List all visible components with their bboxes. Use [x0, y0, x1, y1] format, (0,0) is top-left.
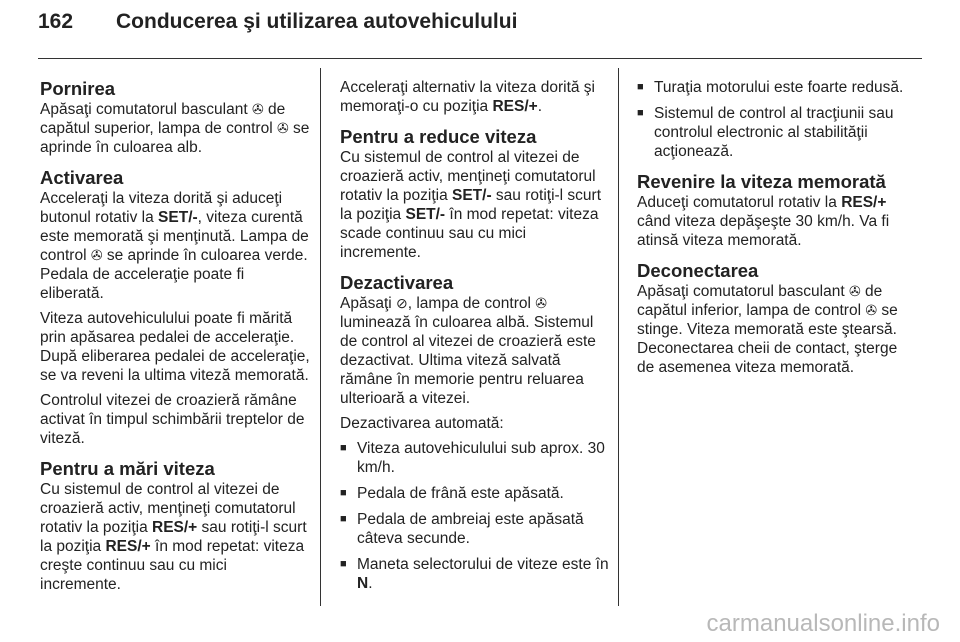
- list-item: ■ Turaţia motorului este foarte redusă.: [637, 78, 917, 97]
- paragraph: Cu sistemul de control al vitezei de croazieră activ, menţineţi comutatorul rotativ la poziţia SET/- sau rotiţi-l scurt la poziţia SET/- în mod repetat: viteza scade continuu sau cu mici incremente.: [340, 149, 602, 261]
- cruise-control-icon: ✇: [90, 247, 103, 263]
- column-2: [340, 74, 610, 600]
- column-divider: [618, 68, 619, 606]
- section-heading-marire: Pentru a mări viteza: [40, 458, 215, 479]
- cruise-cancel-icon: ⊘: [396, 295, 408, 311]
- paragraph: Apăsaţi ⊘, lampa de control ✇ luminează în culoarea albă. Sistemul de control al vitezei de croazieră este dezactivat. Ultima viteză salvată rămâne în memorie pentru reluarea ulterioară a vitezei.: [340, 295, 596, 407]
- cruise-control-icon: ✇: [276, 120, 289, 136]
- column-3: [637, 74, 917, 383]
- paragraph: Apăsaţi comutatorul basculant ✇ de capătul superior, lampa de control ✇ se aprinde în culoarea alb.: [40, 101, 310, 156]
- section-heading-pornirea: Pornirea: [40, 78, 116, 99]
- paragraph: Dezactivarea automată:: [340, 415, 504, 432]
- list-item: ■ Viteza autovehiculului sub aprox. 30 km/h.: [340, 439, 610, 477]
- paragraph: Aduceţi comutatorul rotativ la RES/+ când viteza depăşeşte 30 km/h. Va fi atinsă viteza memorată.: [637, 194, 890, 249]
- section-heading-reducere: Pentru a reduce viteza: [340, 126, 537, 147]
- list-item: ■ Pedala de ambreiaj este apăsată câteva secunde.: [340, 510, 610, 548]
- paragraph: Acceleraţi la viteza dorită şi aduceţi butonul rotativ la SET/-, viteza curentă este memorată şi menţinută. Lampa de control ✇ se aprinde în culoarea verde. Pedala de acceleraţie poate fi eliberată.: [40, 190, 309, 302]
- page-title: Conducerea şi utilizarea autovehiculului: [116, 10, 518, 33]
- bullet-list: [340, 439, 610, 593]
- paragraph: Cu sistemul de control al vitezei de croazieră activ, menţineţi comutatorul rotativ la poziţia RES/+ sau rotiţi-l scurt la poziţia RES/+ în mod repetat: viteza creşte continuu sau cu mici incremente.: [40, 481, 307, 593]
- section-heading-activarea: Activarea: [40, 167, 124, 188]
- section-heading-deconectarea: Deconectarea: [637, 260, 759, 281]
- section-heading-dezactivarea: Dezactivarea: [340, 272, 454, 293]
- header-divider: [38, 58, 922, 59]
- watermark: carmanualsonline.info: [706, 610, 940, 637]
- paragraph: Apăsaţi comutatorul basculant ✇ de capătul inferior, lampa de control ✇ se stinge. Viteza memorată este ştearsă. Deconectarea cheii de contact, şterge de asemenea viteza memorată.: [637, 283, 898, 376]
- list-item: ■ Sistemul de control al tracţiunii sau controlul electronic al stabilităţii acţionează.: [637, 104, 917, 161]
- paragraph: Viteza autovehiculului poate fi mărită prin apăsarea pedalei de acceleraţie. După eliberarea pedalei de acceleraţie, se va reveni la ultima viteză memorată.: [40, 310, 310, 384]
- list-item: ■ Pedala de frână este apăsată.: [340, 484, 610, 503]
- cruise-control-icon: ✇: [865, 302, 878, 318]
- cruise-control-icon: ✇: [848, 283, 861, 299]
- cruise-control-icon: ✇: [535, 295, 547, 311]
- cruise-control-icon: ✇: [251, 101, 264, 117]
- page-number: 162: [38, 10, 74, 33]
- column-1: [40, 74, 310, 600]
- list-item: ■ Maneta selectorului de viteze este în N.: [340, 555, 610, 593]
- section-heading-revenire: Revenire la viteza memorată: [637, 171, 886, 192]
- bullet-list: [637, 78, 917, 161]
- page-header: [38, 10, 922, 50]
- paragraph: Acceleraţi alternativ la viteza dorită şi memoraţi-o cu poziţia RES/+.: [340, 79, 596, 115]
- paragraph: Controlul vitezei de croazieră rămâne activat în timpul schimbării treptelor de viteză.: [40, 392, 305, 447]
- column-divider: [320, 68, 321, 606]
